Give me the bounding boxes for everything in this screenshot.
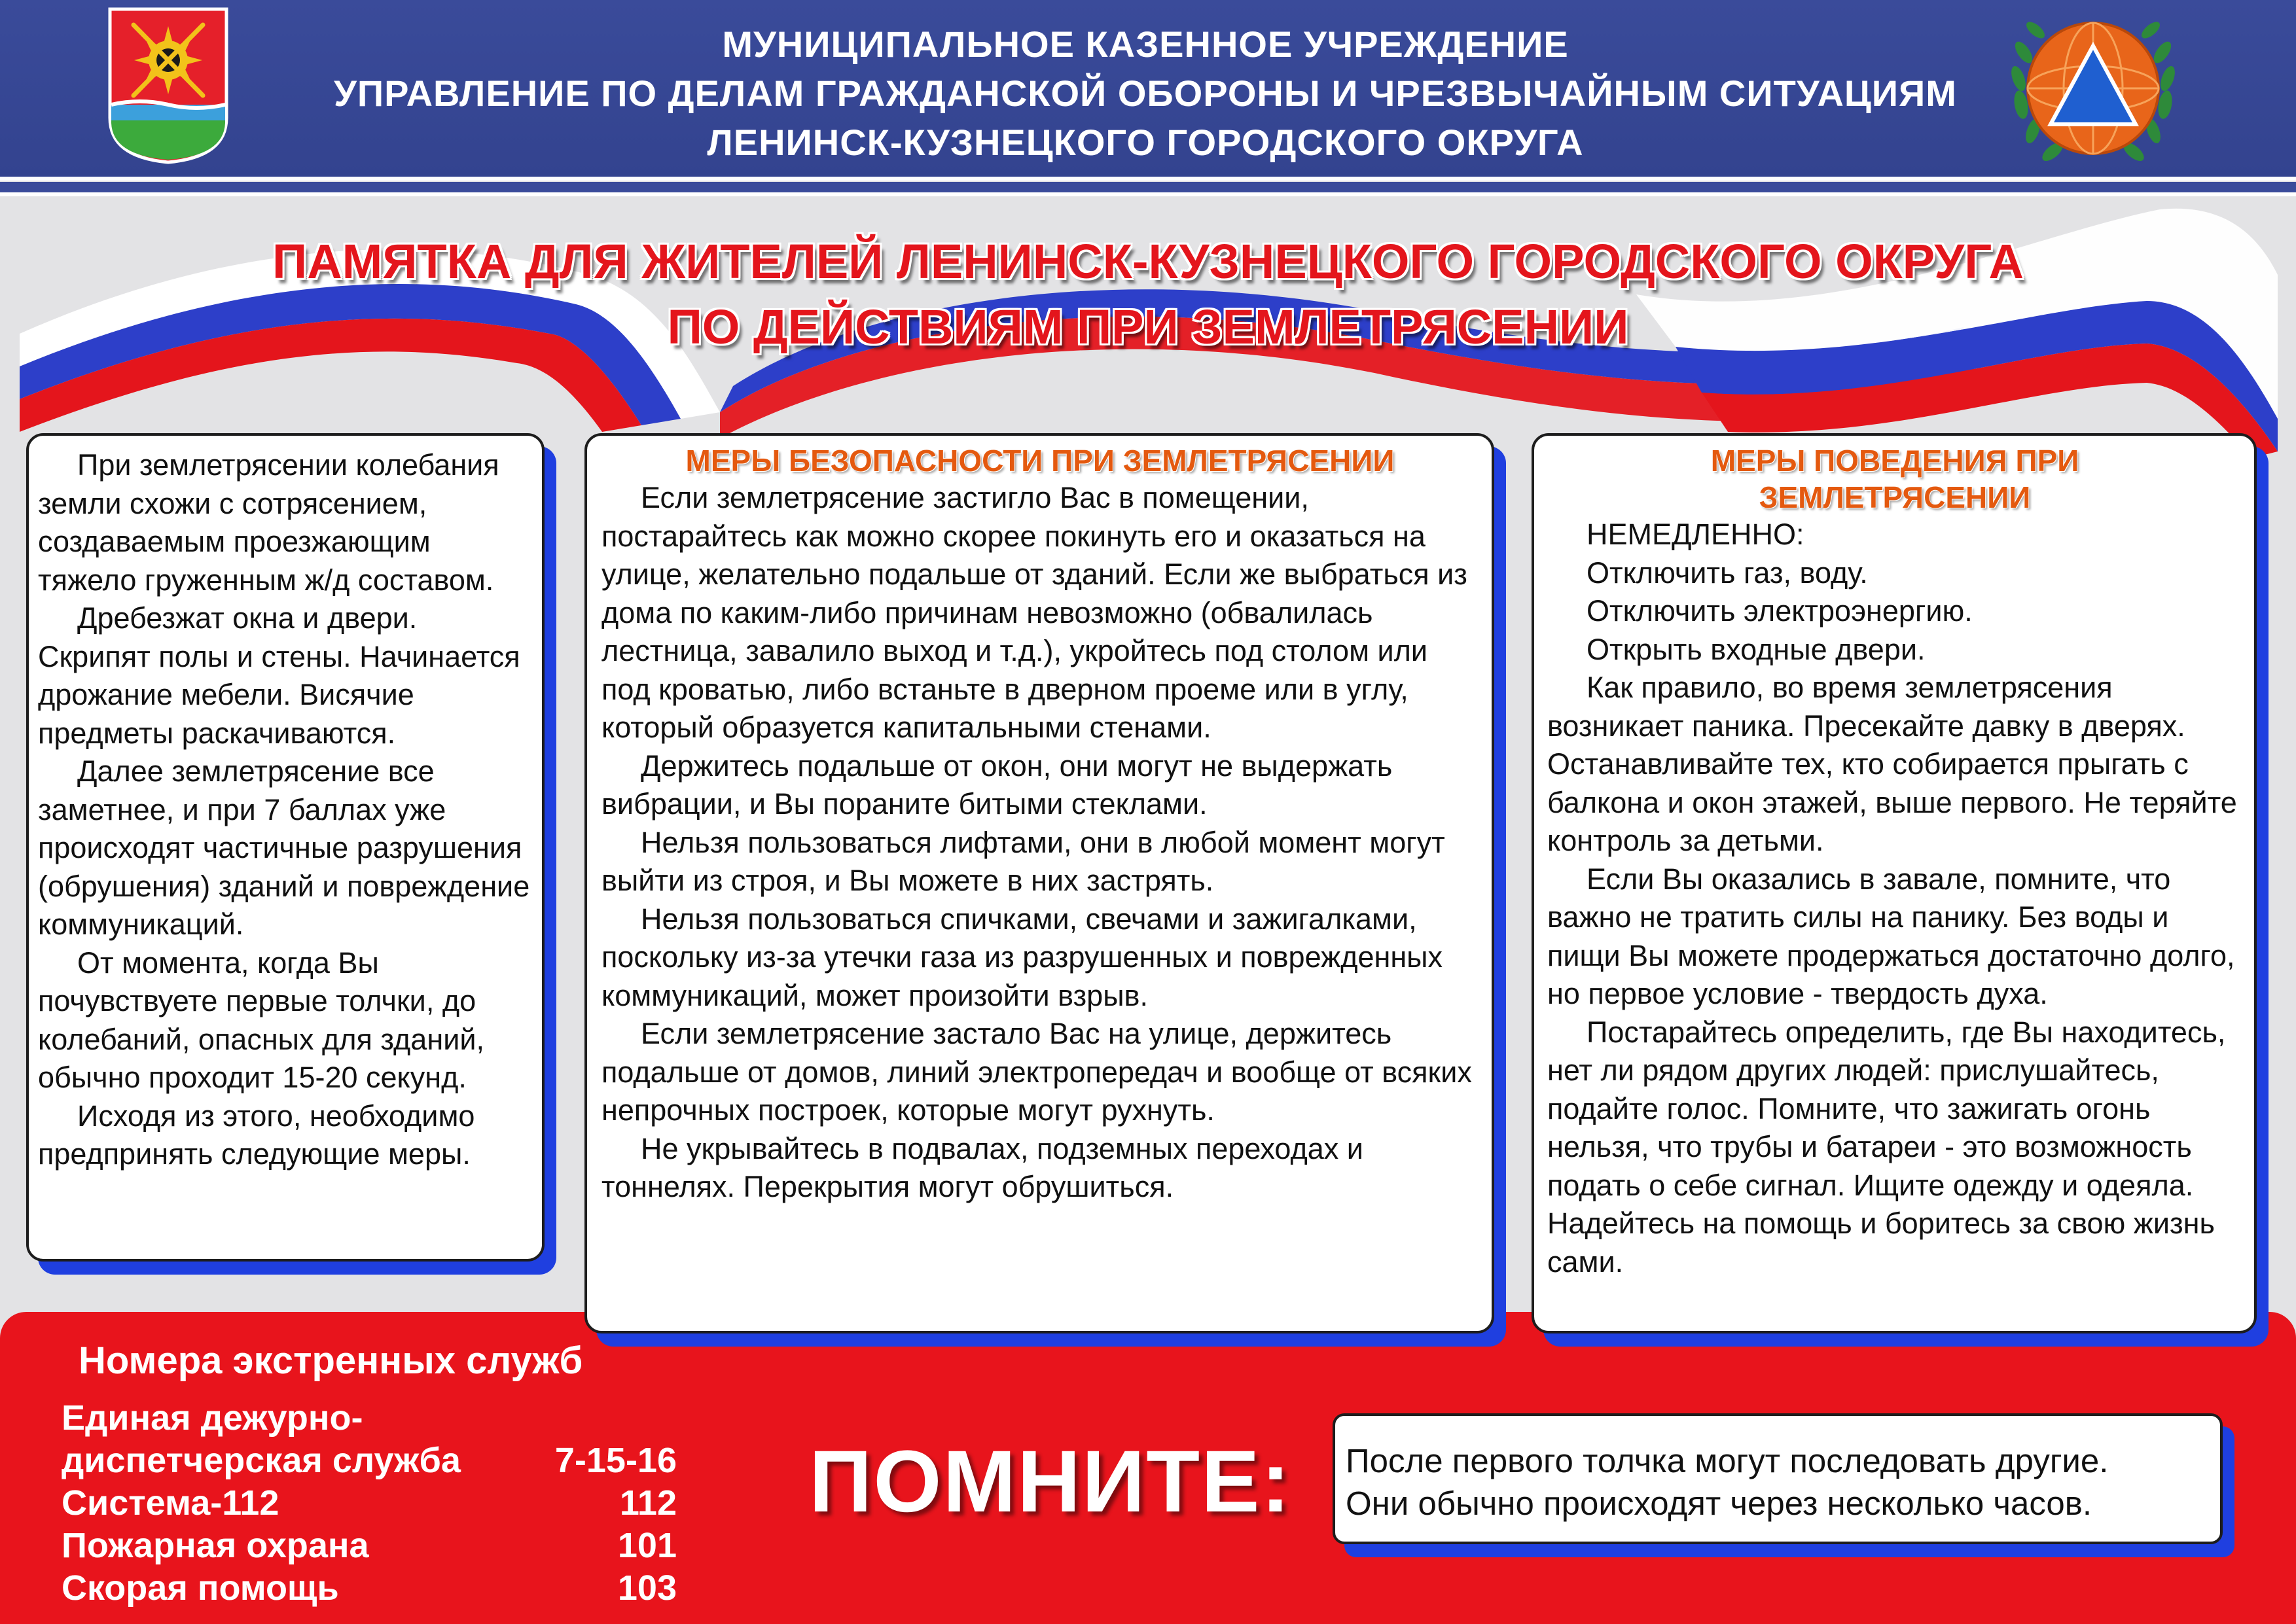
safety-measures-title: МЕРЫ БЕЗОПАСНОСТИ ПРИ ЗЕМЛЕТРЯСЕНИИ <box>685 444 1395 478</box>
service-name: Система-112 <box>62 1483 279 1523</box>
service-name: Единая дежурно-диспетчерская служба <box>62 1398 461 1480</box>
paragraph: Открыть входные двери. <box>1587 632 1926 666</box>
city-coat-of-arms-icon <box>107 7 229 165</box>
header-title-line-1: МУНИЦИПАЛЬНОЕ КАЗЕННОЕ УЧРЕЖДЕНИЕ <box>722 24 1569 65</box>
paragraph: Как правило, во время землетрясения возникает паника. Пресекайте давку в дверях. Останавливайте тех, кто собирается прыгать с балкона и окон этажей, выше первого. Не теряйте контроль за детьми. <box>1547 671 2237 857</box>
paragraph: Отключить электроэнергию. <box>1587 594 1973 627</box>
paragraph: НЕМЕДЛЕННО: <box>1587 518 1804 551</box>
service-number: 112 <box>619 1483 677 1523</box>
paragraph: При землетрясении колебания земли схожи с сотрясением, создаваемым проезжающим тяжело груженным ж/д составом. <box>38 448 499 597</box>
paragraph: Далее землетрясение все заметнее, и при 7 баллах уже происходят частичные разрушения (обрушения) зданий и повреждение коммуникаций. <box>38 754 530 941</box>
paragraph: Исходя из этого, необходимо предпринять следующие меры. <box>38 1099 475 1171</box>
paragraph: Нельзя пользоваться спичками, свечами и зажигалками, поскольку из-за утечки газа из разрушенных и поврежденных коммуникаций, может произойти взрыв. <box>601 902 1443 1012</box>
paragraph: Постарайтесь определить, где Вы находитесь, нет ли рядом других людей: прислушайтесь, подайте голос. Помните, что зажигать огонь нельзя, что трубы и батареи - это возможность подать о себе сигнал. Ищите одежду и одеяла. Надейтесь на помощь и боритесь за свою жизнь сами. <box>1547 1015 2226 1279</box>
paragraph: От момента, когда Вы почувствуете первые толчки, до колебаний, опасных для зданий, обычно проходит 15-20 секунд. <box>38 945 484 1094</box>
page-title-line-2: ПО ДЕЙСТВИЯМ ПРИ ЗЕМЛЕТРЯСЕНИИ <box>667 300 1629 354</box>
service-number: 103 <box>617 1568 677 1608</box>
safety-measures-box <box>584 433 1494 1333</box>
emergency-services-list <box>62 1397 677 1610</box>
paragraph: Если Вы оказались в завале, помните, что важно не тратить силы на панику. Без воды и пищи Вы можете продержаться достаточно долго, но первое условие - твердость духа. <box>1547 862 2235 1010</box>
service-row <box>62 1397 677 1482</box>
paragraph: Не укрывайтесь в подвалах, подземных переходах и тоннелях. Перекрытия могут обрушиться. <box>601 1131 1363 1203</box>
remember-note <box>1333 1413 2223 1544</box>
service-name: Скорая помощь <box>62 1568 339 1608</box>
behavior-measures-box <box>1532 433 2257 1333</box>
header-title <box>249 20 2042 167</box>
paragraph: Нельзя пользоваться лифтами, они в любой момент могут выйти из строя, и Вы можете в них застрять. <box>601 825 1445 897</box>
service-row <box>62 1525 677 1567</box>
header-title-line-2: УПРАВЛЕНИЕ ПО ДЕЛАМ ГРАЖДАНСКОЙ ОБОРОНЫ И ЧРЕЗВЫЧАЙНЫМ СИТУАЦИЯМ <box>334 73 1957 114</box>
paragraph: Дребезжат окна и двери. Скрипят полы и стены. Начинается дрожание мебели. Висячие предметы раскачиваются. <box>38 601 520 750</box>
remember-line-1: После первого толчка могут последовать другие. <box>1346 1442 2109 1479</box>
service-row <box>62 1567 677 1610</box>
paragraph: Отключить газ, воду. <box>1587 556 1868 590</box>
service-number: 7-15-16 <box>554 1441 677 1480</box>
service-name: Пожарная охрана <box>62 1526 369 1565</box>
emergency-title: Номера экстренных служб <box>79 1339 583 1382</box>
civil-defense-emblem-icon <box>1995 7 2191 177</box>
service-row <box>62 1482 677 1525</box>
paragraph: Держитесь подальше от окон, они могут не выдержать вибрации, и Вы пораните битыми стеклами. <box>601 749 1393 821</box>
service-number: 101 <box>617 1526 677 1565</box>
paragraph: Если землетрясение застало Вас на улице, держитесь подальше от домов, линий электропередач и вообще от всяких непрочных построек, которые могут рухнуть. <box>601 1017 1472 1127</box>
page-title <box>0 229 2296 360</box>
remember-label: ПОМНИТЕ: <box>809 1433 1292 1530</box>
earthquake-description-box <box>26 433 545 1262</box>
paragraph: Если землетрясение застигло Вас в помещении, постарайтесь как можно скорее покинуть его и оказаться на улице, желательно подальше от зданий. Если же выбраться из дома по каким-либо причинам невозможно (обвалилась лестница, завалило выход и т.д.), укройтесь под столом или под кроватью, либо встаньте в дверном проеме или в углу, который образуется капитальными стенами. <box>601 481 1467 744</box>
header-title-line-3: ЛЕНИНСК-КУЗНЕЦКОГО ГОРОДСКОГО ОКРУГА <box>707 122 1584 163</box>
page-title-line-1: ПАМЯТКА ДЛЯ ЖИТЕЛЕЙ ЛЕНИНСК-КУЗНЕЦКОГО ГОРОДСКОГО ОКРУГА <box>272 234 2024 289</box>
remember-line-2: Они обычно происходят через несколько часов. <box>1346 1485 2092 1522</box>
behavior-measures-title: МЕРЫ ПОВЕДЕНИЯ ПРИ ЗЕМЛЕТРЯСЕНИИ <box>1710 444 2079 514</box>
header-divider <box>0 182 2296 192</box>
